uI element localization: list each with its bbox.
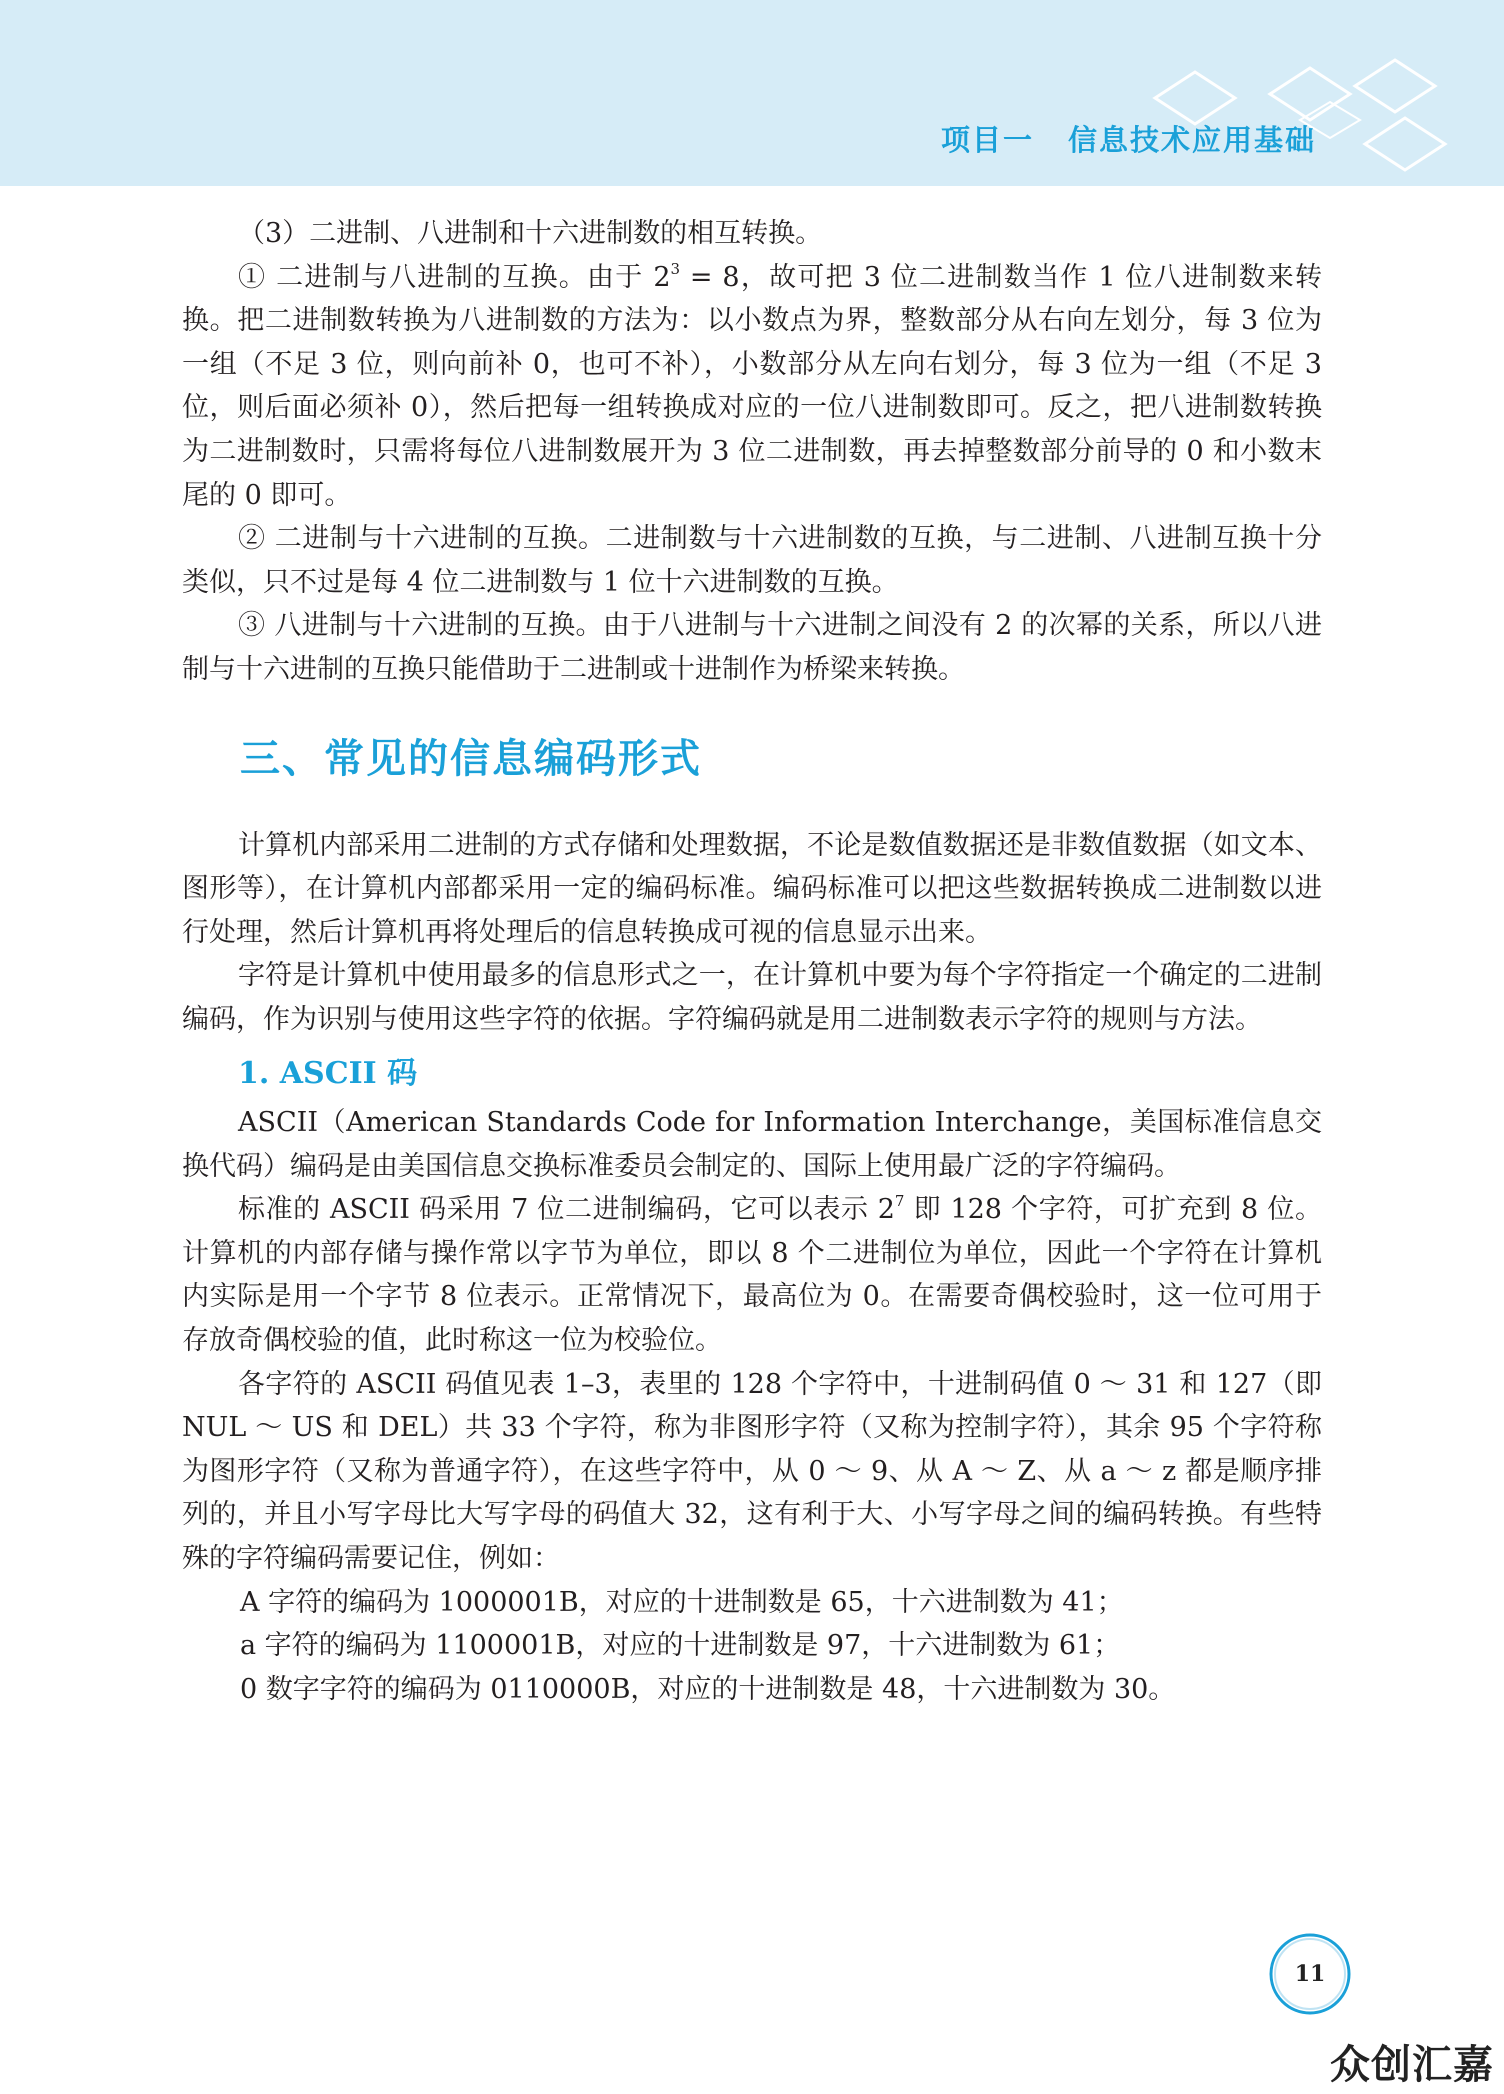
paragraph: 字符是计算机中使用最多的信息形式之一，在计算机中要为每个字符指定一个确定的二进制编码，作为识别与使用这些字符的依据。字符编码就是用二进制数表示字符的规则与方法。	[182, 960, 1322, 1035]
paragraph: （3）二进制、八进制和十六进制数的相互转换。	[238, 218, 823, 249]
project-label: 项目一	[940, 123, 1034, 157]
paragraph: ② 二进制与十六进制的互换。二进制数与十六进制数的互换，与二进制、八进制互换十分类似，只不过是每 4 位二进制数与 1 位十六进制数的互换。	[182, 523, 1322, 598]
superscript: 7	[894, 1192, 905, 1211]
paragraph: 标准的 ASCII 码采用 7 位二进制编码，它可以表示 $2^7$ 即 128 个字符，可扩充到 8 位。计算机的内部存储与操作常以字节为单位，即以 8 个二进制位为单位，因此一个字符在计算机内实际是用一个字节 8 位表示。正常情况下，最高位为 0。在需要奇偶校验时，这一位可用于存放奇偶校验的值，此时称这一位为校验位。	[182, 1192, 1322, 1357]
example-line: a 字符的编码为 1100001B，对应的十进制数是 97，十六进制数为 61；	[240, 1630, 1121, 1662]
section-heading: 三、常见的信息编码形式	[240, 735, 702, 782]
paragraph: ① 二进制与八进制的互换。由于 $2^3 = 8$，故可把 3 位二进制数当作 1 位八进制数来转换。把二进制数转换为八进制数的方法为：以小数点为界，整数部分从右向左划分，每 3 位为一组（不足 3 位，则向前补 0，也可不补），小数部分从左向右划分，每 3 位为一组（不足 3 位，则后面必须补 0），然后把每一组转换成对应的一位八进制数即可。反之，把八进制数转换为二进制数时，只需将每位八进制数展开为 3 位二进制数，再去掉整数部分前导的 0 和小数末尾的 0 即可。	[182, 259, 1323, 511]
watermark: 众创汇嘉	[1330, 2042, 1494, 2088]
running-header	[941, 118, 1316, 159]
superscript: 3	[670, 259, 681, 278]
example-line: 0 数字字符的编码为 0110000B，对应的十进制数是 48，十六进制数为 30。	[240, 1673, 1176, 1705]
paragraph: 各字符的 ASCII 码值见表 1–3，表里的 128 个字符中，十进制码值 0 ～ 31 和 127（即 NUL ～ US 和 DEL）共 33 个字符，称为非图形字符（又称为控制字符），其余 95 个字符称为图形字符（又称为普通字符），在这些字符中，从 0 ～ 9、从 A ～ Z、从 a ～ z 都是顺序排列的，并且小写字母比大写字母的码值大 32，这有利于大、小写字母之间的编码转换。有些特殊的字符编码需要记住，例如：	[182, 1368, 1322, 1575]
example-line: A 字符的编码为 1000001B，对应的十进制数是 65，十六进制数为 41；	[240, 1586, 1124, 1618]
main-text	[182, 212, 1322, 1711]
page-number-badge	[1266, 1930, 1354, 2018]
paragraph: 计算机内部采用二进制的方式存储和处理数据，不论是数值数据还是非数值数据（如文本、图形等），在计算机内部都采用一定的编码标准。编码标准可以把这些数据转换成二进制数以进行处理，然后计算机再将处理后的信息转换成可视的信息显示出来。	[182, 829, 1322, 948]
paragraph: ASCII（American Standards Code for Information Interchange，美国标准信息交换代码）编码是由美国信息交换标准委员会制定的、国际上使用最广泛的字符编码。	[182, 1107, 1322, 1182]
diamond-pattern-decoration	[1130, 50, 1460, 180]
subsection-heading: 1. ASCII 码	[238, 1055, 418, 1091]
page-number: 11	[1294, 1961, 1326, 1987]
chapter-title: 信息技术应用基础	[1067, 123, 1316, 157]
page-header	[0, 0, 1504, 186]
paragraph: ③ 八进制与十六进制的互换。由于八进制与十六进制之间没有 2 的次幂的关系，所以八进制与十六进制的互换只能借助于二进制或十进制作为桥梁来转换。	[182, 610, 1322, 685]
